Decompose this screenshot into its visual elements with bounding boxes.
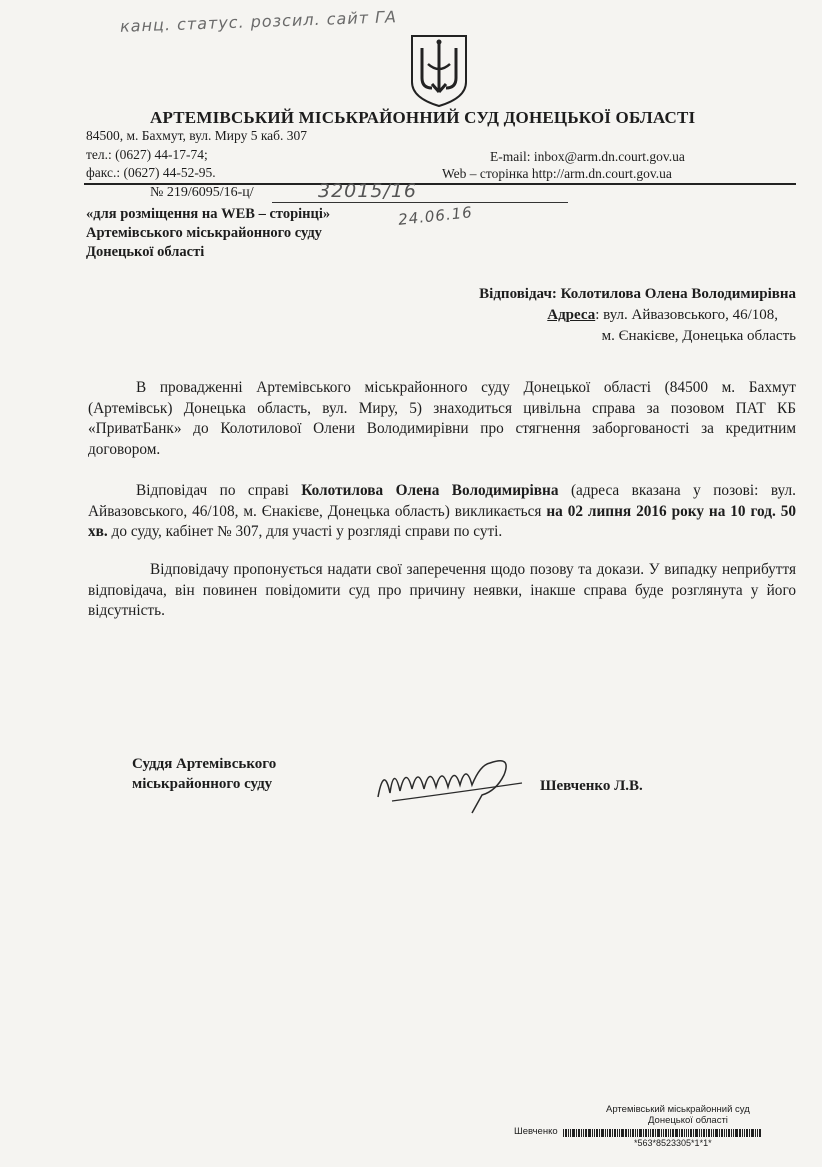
court-name: АРТЕМІВСЬКИЙ МІСЬКРАЙОННИЙ СУД ДОНЕЦЬКОЇ ОБЛАСТІ: [150, 108, 696, 127]
barcode-bar: [724, 1129, 725, 1137]
barcode-bar: [668, 1129, 669, 1137]
barcode-bar: [731, 1129, 732, 1137]
barcode-bar: [749, 1129, 750, 1137]
respondent-label: Відповідач:: [479, 286, 557, 302]
barcode-bar: [657, 1129, 660, 1137]
court-phone: тел.: (0627) 44-17-74;: [86, 147, 208, 162]
barcode-bar: [733, 1129, 734, 1137]
judge-name: Шевченко Л.В.: [540, 778, 643, 794]
barcode-bar: [759, 1129, 761, 1137]
barcode-bar: [563, 1129, 564, 1137]
handwritten-note: канц. статус. розсил. сайт ГА: [119, 7, 398, 36]
barcode-org-line2: Донецької області: [648, 1115, 728, 1126]
barcode-bar: [648, 1129, 649, 1137]
barcode-bar: [637, 1129, 638, 1137]
judge-title-line1: Суддя Артемівського: [132, 756, 277, 772]
barcode-bar: [721, 1129, 723, 1137]
barcode-bar: [713, 1129, 714, 1137]
barcode-bar: [592, 1129, 593, 1137]
barcode-bar: [572, 1129, 575, 1137]
address-label: Адреса: [547, 307, 596, 323]
barcode-bar: [583, 1129, 584, 1137]
barcode-bar: [639, 1129, 642, 1137]
barcode-bar: [661, 1129, 662, 1137]
barcode-bar: [585, 1129, 587, 1137]
barcode-bar: [605, 1129, 606, 1137]
barcode-bar: [755, 1129, 756, 1137]
barcode-bar: [726, 1129, 727, 1137]
barcode-bar: [739, 1129, 741, 1137]
barcode-bar: [607, 1129, 608, 1137]
reference-number: № 219/6095/16-ц/: [150, 185, 254, 200]
barcode-bar: [601, 1129, 604, 1137]
paragraph-3: [88, 560, 796, 622]
barcode-bar: [565, 1129, 567, 1137]
court-email: E-mail: inbox@arm.dn.court.gov.ua: [490, 149, 685, 164]
barcode-bar: [581, 1129, 582, 1137]
barcode-bar: [628, 1129, 629, 1137]
barcode-bar: [621, 1129, 624, 1137]
address-line1: : вул. Айвазовського, 46/108,: [595, 307, 778, 323]
barcode-bar: [617, 1129, 618, 1137]
barcode-bar: [578, 1129, 580, 1137]
barcode-bar: [645, 1129, 647, 1137]
handwritten-reference: 32015/16: [318, 180, 418, 202]
barcode-bar: [744, 1129, 745, 1137]
p2-text-e: до суду, кабінет № 307, для участі у розгляді справи по суті.: [107, 523, 503, 540]
barcode-bar: [663, 1129, 664, 1137]
barcode-bar: [614, 1129, 616, 1137]
barcode-bar: [686, 1129, 687, 1137]
paragraph-1-text: В провадженні Артемівського міськрайонного суду Донецької області (84500 м. Бахмут (Артемівськ) Донецька область, вул. Миру, 5) знаходиться цивільна справа за позовом ПАТ КБ «ПриватБанк» до Колотилової Олени Володимирівни про стягнення заборгованості за кредитним договором.: [88, 379, 796, 458]
barcode-bar: [757, 1129, 758, 1137]
for-web-line2: Артемівського міськрайонного суду: [86, 225, 322, 241]
coat-of-arms-icon: [410, 34, 468, 108]
respondent-block: [376, 284, 796, 347]
barcode-bar: [693, 1129, 694, 1137]
address-line2: м. Єнакієве, Донецька область: [601, 328, 796, 344]
reference-underline: [272, 202, 568, 203]
barcode-bar: [719, 1129, 720, 1137]
p2-hearing-date: на 02 липня 2016 року на 10 год. 50 хв.: [88, 502, 796, 540]
for-web-line1: «для розміщення на WEB – сторінці»: [86, 206, 331, 222]
barcode-prefix: Шевченко: [514, 1126, 558, 1137]
barcode-bar: [703, 1129, 705, 1137]
p2-text-c: (адреса вказана у позові: вул. Айвазовського, 46/108, м. Єнакієве, Донецька область) викликається: [88, 482, 796, 520]
handwritten-signature: [372, 735, 532, 815]
barcode-bar: [711, 1129, 712, 1137]
barcode-bar: [568, 1129, 569, 1137]
barcode-bar: [596, 1129, 598, 1137]
barcode-bar: [632, 1129, 634, 1137]
respondent-name: Колотилова Олена Володимирівна: [560, 286, 796, 302]
barcode-bar: [706, 1129, 707, 1137]
paragraph-1: [88, 378, 796, 460]
barcode-bar: [728, 1129, 730, 1137]
barcode-bar: [690, 1129, 692, 1137]
barcode-bar: [576, 1129, 577, 1137]
barcode-bar: [699, 1129, 700, 1137]
barcode-bar: [751, 1129, 754, 1137]
barcode-bar: [672, 1129, 674, 1137]
barcode-bar: [684, 1129, 685, 1137]
barcode-code: *563*8523305*1*1*: [634, 1138, 712, 1148]
barcode-bar: [695, 1129, 698, 1137]
barcode-bar: [643, 1129, 644, 1137]
for-web-line3: Донецької області: [86, 244, 205, 260]
paragraph-2: [88, 481, 796, 543]
barcode-bar: [688, 1129, 689, 1137]
barcode: [563, 1125, 793, 1137]
barcode-bar: [670, 1129, 671, 1137]
barcode-bar: [650, 1129, 651, 1137]
barcode-bar: [708, 1129, 710, 1137]
barcode-bar: [612, 1129, 613, 1137]
barcode-bar: [665, 1129, 667, 1137]
barcode-bar: [681, 1129, 683, 1137]
barcode-bar: [655, 1129, 656, 1137]
barcode-bar: [619, 1129, 620, 1137]
court-web: Web – сторінка http://arm.dn.court.gov.ua: [442, 166, 672, 181]
handwritten-date: 24.06.16: [397, 203, 474, 229]
barcode-bar: [630, 1129, 631, 1137]
paragraph-3-text: Відповідачу пропонується надати свої заперечення щодо позову та докази. У випадку неприбуття відповідача, він повинен повідомити суд про причину неявки, інакше справа буде розглянута у його відсутність.: [88, 561, 796, 619]
barcode-bar: [609, 1129, 611, 1137]
barcode-bar: [675, 1129, 678, 1137]
barcode-bar: [625, 1129, 627, 1137]
barcode-bar: [701, 1129, 702, 1137]
barcode-bar: [735, 1129, 738, 1137]
barcode-org-line1: Артемівський міськрайонний суд: [606, 1104, 750, 1115]
court-address: 84500, м. Бахмут, вул. Миру 5 каб. 307: [86, 128, 308, 143]
p2-text-a: Відповідач по справі: [136, 482, 302, 499]
p2-respondent-name: Колотилова Олена Володимирівна: [301, 482, 559, 499]
barcode-bar: [570, 1129, 571, 1137]
barcode-bar: [635, 1129, 636, 1137]
barcode-bar: [588, 1129, 591, 1137]
judge-title-line2: міськрайонного суду: [132, 776, 273, 792]
barcode-bar: [742, 1129, 743, 1137]
barcode-bar: [715, 1129, 718, 1137]
barcode-bar: [679, 1129, 680, 1137]
barcode-bar: [599, 1129, 600, 1137]
barcode-bar: [594, 1129, 595, 1137]
barcode-bar: [746, 1129, 748, 1137]
court-fax: факс.: (0627) 44-52-95.: [86, 165, 216, 180]
barcode-bar: [652, 1129, 654, 1137]
